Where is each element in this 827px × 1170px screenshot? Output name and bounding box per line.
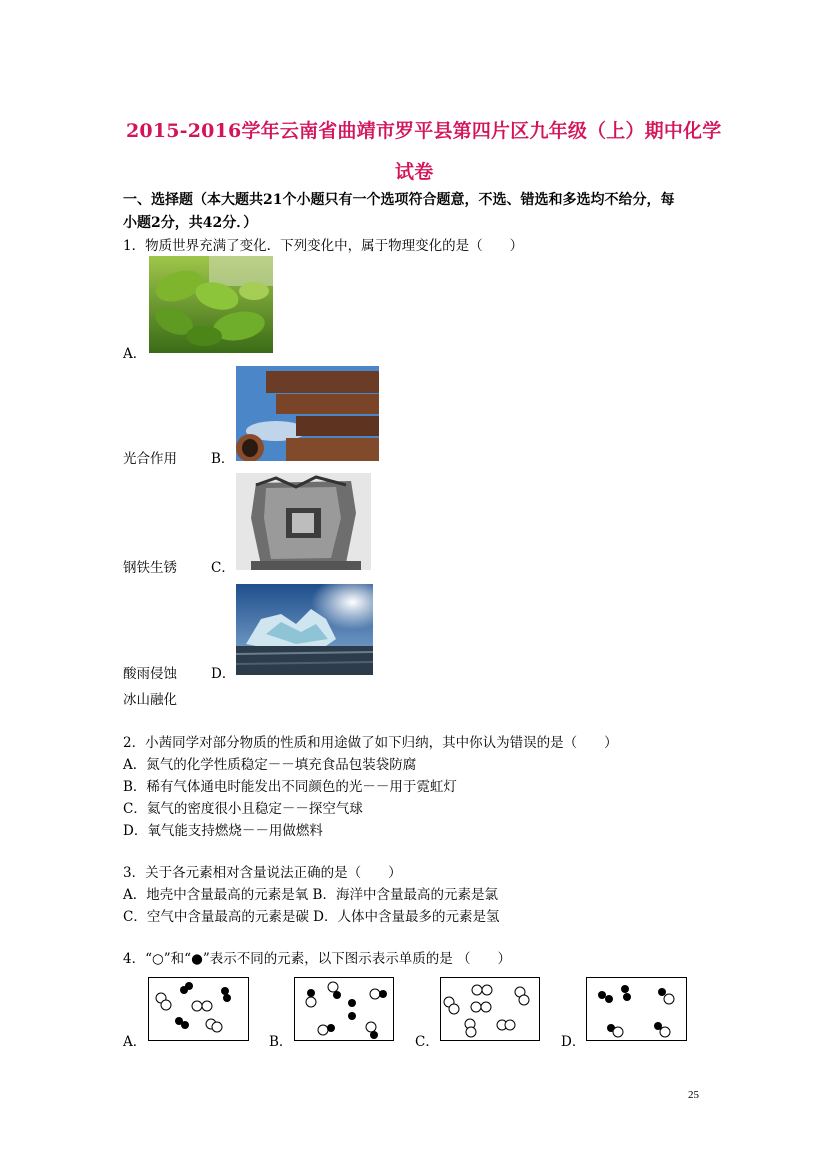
q2-option-c: C．氦气的密度很小且稳定－－探空气球: [123, 801, 363, 817]
section-heading-line1: 一、选择题（本大题共21个小题只有一个选项符合题意，不选、错选和多选均不给分，每: [123, 192, 675, 208]
q2-option-d: D．氧气能支持燃烧－－用做燃料: [123, 823, 323, 839]
q3-options-line2: C．空气中含量最高的元素是碳 D．人体中含量最多的元素是氢: [123, 909, 500, 925]
photo-leaves: [149, 256, 273, 353]
q3-options-line1: A．地壳中含量最高的元素是氧 B．海洋中含量最高的元素是氯: [123, 887, 498, 903]
q2-stem: 2．小茜同学对部分物质的性质和用途做了如下归纳，其中你认为错误的是（ ）: [123, 735, 618, 751]
q2-option-a: A．氮气的化学性质稳定－－填充食品包装袋防腐: [123, 757, 417, 773]
q4-label-b: B．: [269, 1034, 293, 1050]
q1-stem: 1．物质世界充满了变化．下列变化中，属于物理变化的是（ ）: [123, 238, 524, 254]
q4-label-c: C．: [415, 1034, 439, 1050]
doc-title-line1: 2015-2016学年云南省曲靖市罗平县第四片区九年级（上）期中化学: [126, 120, 722, 142]
q1-label-a: A．: [123, 346, 147, 362]
q4-label-a: A．: [123, 1034, 147, 1050]
photo-eroded-statue: [236, 473, 371, 570]
q1-caption-b: 钢铁生锈: [123, 560, 177, 576]
q2-option-b: B．稀有气体通电时能发出不同颜色的光－－用于霓虹灯: [123, 779, 457, 795]
doc-title-line2: 试卷: [395, 161, 434, 183]
q3-stem: 3．关于各元素相对含量说法正确的是（ ）: [123, 865, 402, 881]
q4-label-d: D．: [561, 1034, 586, 1050]
photo-iceberg: [236, 584, 373, 675]
section-heading-line2: 小题2分，共42分．）: [123, 215, 258, 231]
page-number: 25: [688, 1089, 699, 1101]
q1-caption-a: 光合作用: [123, 451, 177, 467]
q4-diagram-b: [294, 977, 394, 1041]
q4-diagram-c: [440, 977, 540, 1041]
q1-caption-c: 酸雨侵蚀: [123, 666, 177, 682]
photo-rusty-pipes: [236, 366, 379, 461]
q4-diagram-a: [148, 977, 249, 1041]
q1-label-d: D．: [211, 666, 236, 682]
q1-label-c: C．: [211, 560, 235, 576]
q1-label-b: B．: [211, 451, 235, 467]
q1-caption-d: 冰山融化: [123, 692, 177, 708]
q4-stem: 4．“○”和“●”表示不同的元素，以下图示表示单质的是 （ ）: [123, 951, 512, 967]
q4-diagram-d: [586, 977, 687, 1041]
